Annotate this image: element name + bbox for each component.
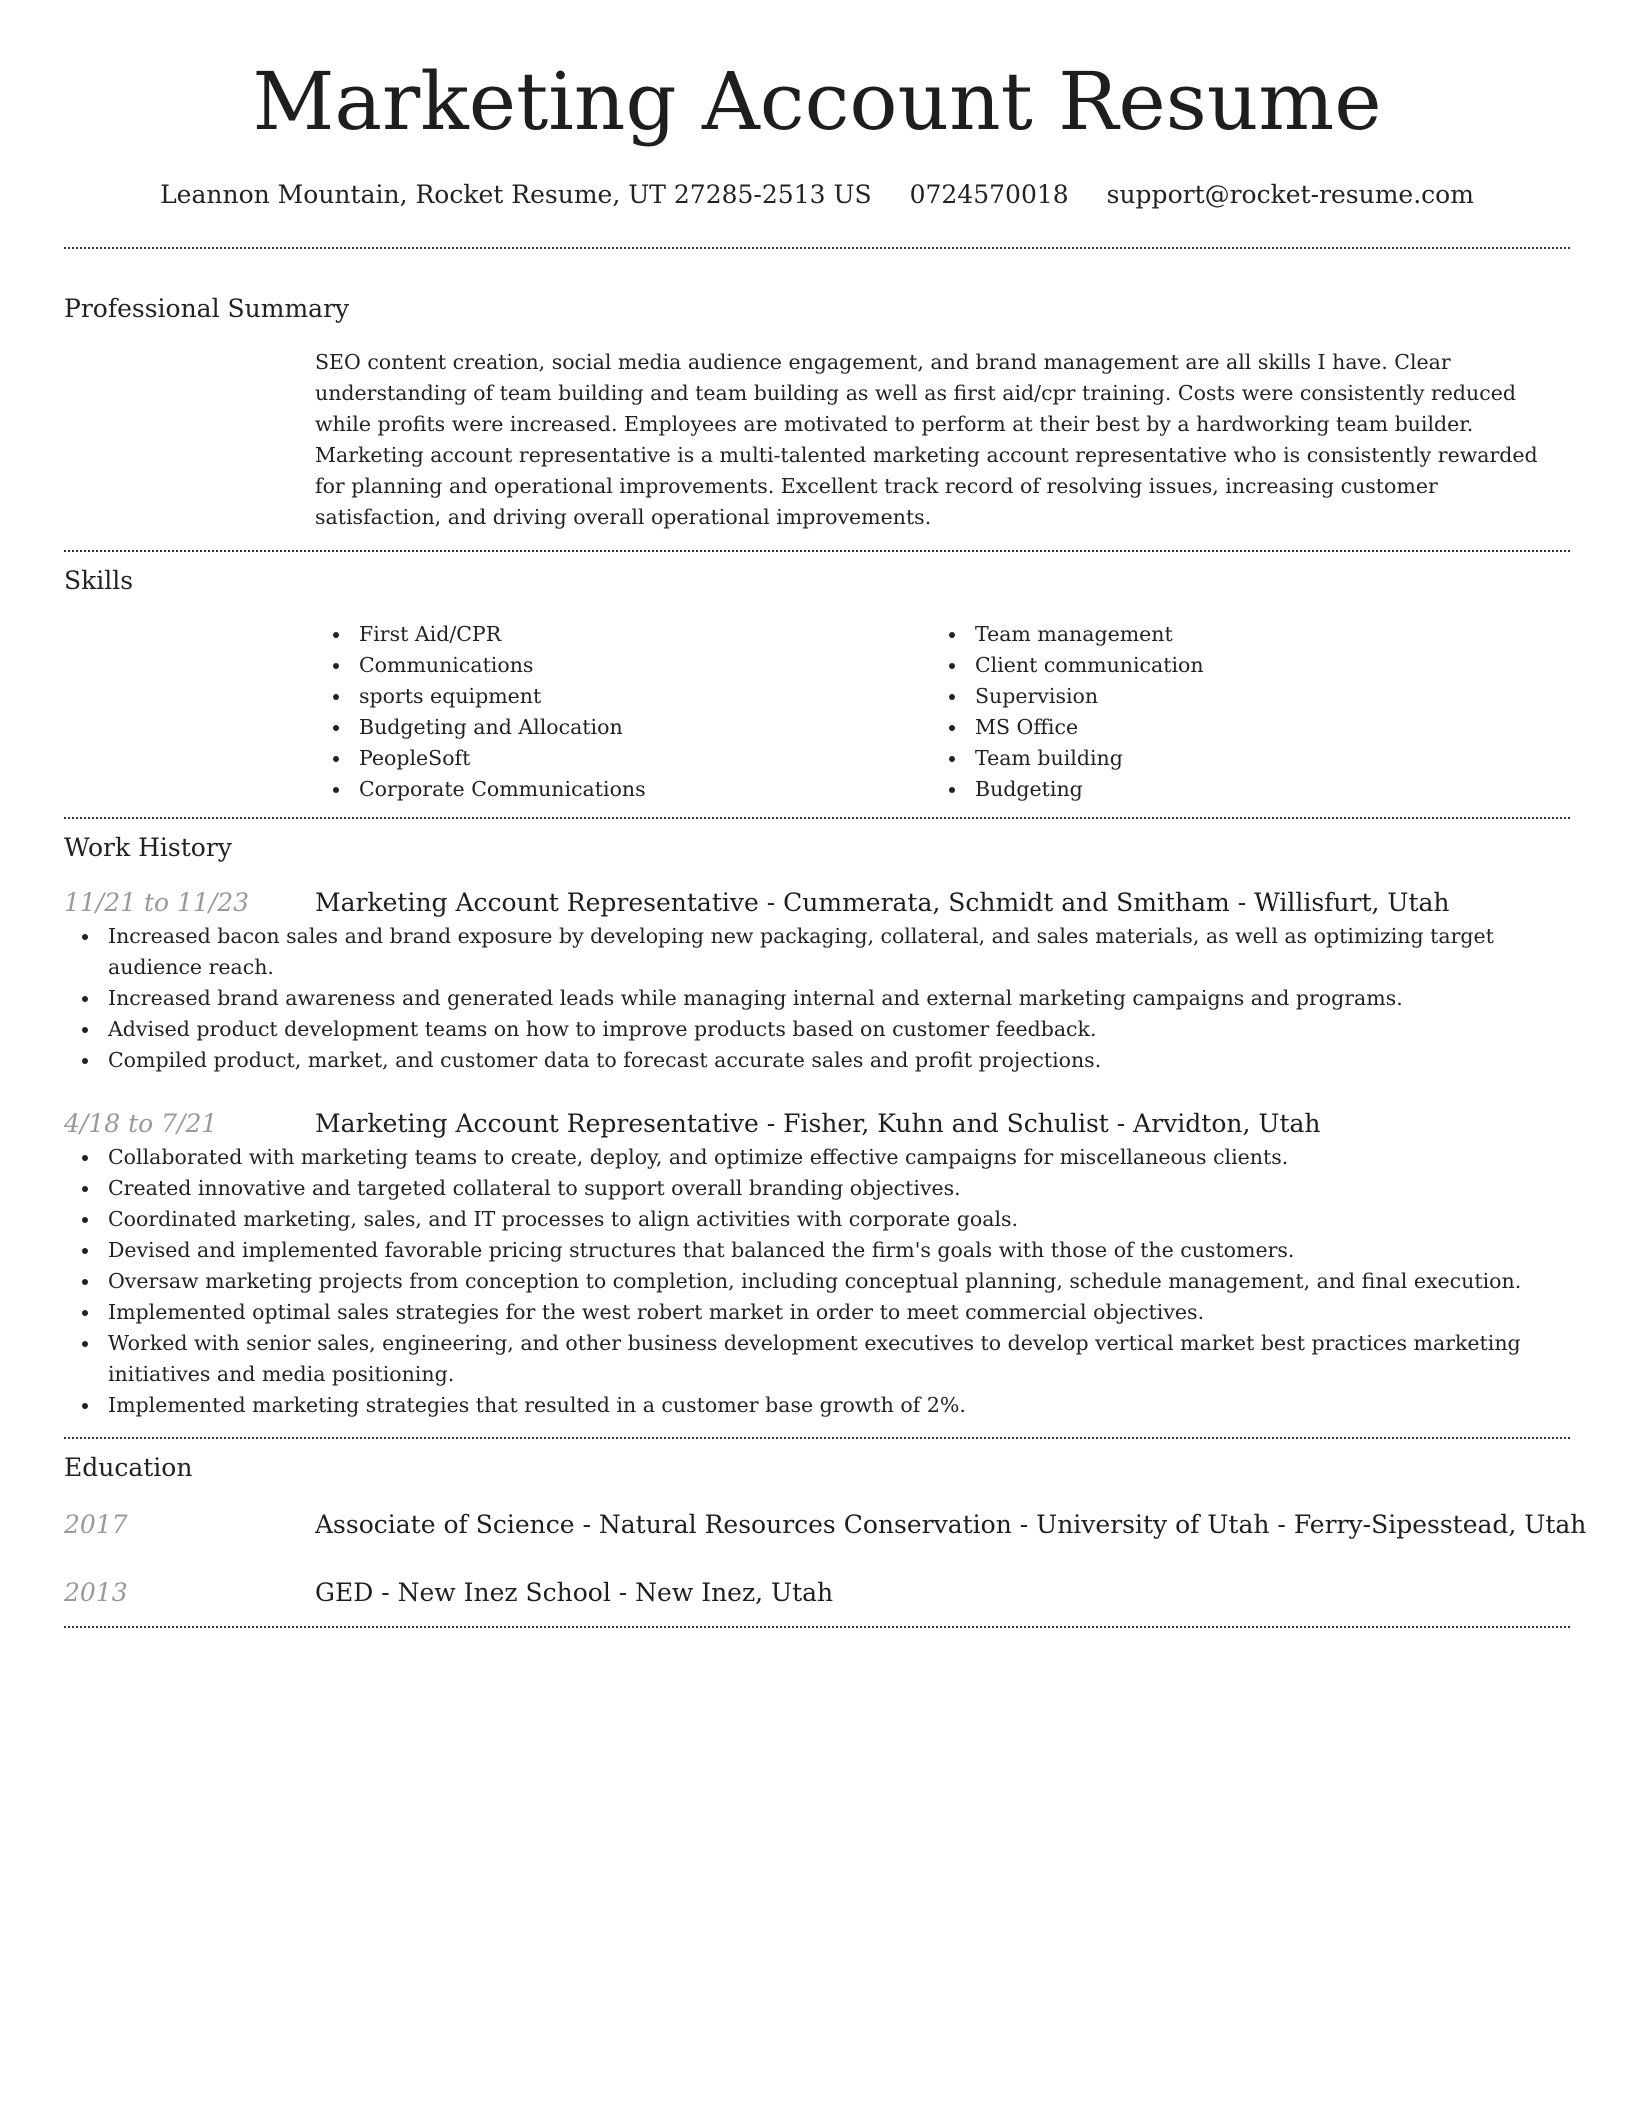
work-title: Marketing Account Representative - Fisher, Kuhn and Schulist - Arvidton, Utah — [315, 1109, 1321, 1138]
work-bullet: Increased brand awareness and generated leads while managing internal and external marketing campaigns and programs. — [108, 983, 1570, 1014]
skills-column-left — [315, 619, 931, 805]
divider — [64, 550, 1570, 552]
work-bullet: Devised and implemented favorable pricing structures that balanced the firm's goals with those of the customers. — [108, 1235, 1570, 1266]
work-bullet: Created innovative and targeted collateral to support overall branding objectives. — [108, 1173, 1570, 1204]
education-date: 2017 — [64, 1510, 128, 1539]
work-bullet: Coordinated marketing, sales, and IT processes to align activities with corporate goals. — [108, 1204, 1570, 1235]
work-bullets — [64, 1142, 1570, 1421]
work-bullet: Implemented marketing strategies that resulted in a customer base growth of 2%. — [108, 1390, 1570, 1421]
education-title: Associate of Science - Natural Resources Conservation - University of Utah - Ferry-Sipesstead, Utah — [315, 1510, 1587, 1539]
summary-text: SEO content creation, social media audience engagement, and brand management are all skills I have. Clear understanding of team building and team building as well as first aid/cpr training. Costs were consistently reduced while profits were increased. Employees are motivated to perform at their best by a hardworking team builder. Marketing account representative is a multi-talented marketing account representative who is consistently rewarded for planning and operational improvements. Excellent track record of resolving issues, increasing customer satisfaction, and driving overall operational improvements. — [315, 350, 1538, 529]
work-section — [64, 830, 1570, 1421]
work-bullet: Increased bacon sales and brand exposure by developing new packaging, collateral, and sales materials, as well as optimizing target audience reach. — [108, 921, 1570, 983]
education-entry — [64, 1575, 1570, 1611]
resume-page — [64, 0, 1587, 1628]
divider — [64, 1437, 1570, 1439]
skill-item: PeopleSoft — [359, 743, 931, 774]
skill-item: Communications — [359, 650, 931, 681]
skill-item: Budgeting — [975, 774, 1547, 805]
work-entry — [64, 1106, 1570, 1421]
resume-title: Marketing Account Resume — [252, 55, 1382, 148]
skill-item: Budgeting and Allocation — [359, 712, 931, 743]
skill-item: MS Office — [975, 712, 1547, 743]
skill-item: Team building — [975, 743, 1547, 774]
work-bullet: Oversaw marketing projects from conception to completion, including conceptual planning, schedule management, and final execution. — [108, 1266, 1570, 1297]
education-section — [64, 1450, 1587, 1611]
work-bullet: Implemented optimal sales strategies for the west robert market in order to meet commercial objectives. — [108, 1297, 1570, 1328]
skill-item: Team management — [975, 619, 1547, 650]
skill-item: Client communication — [975, 650, 1547, 681]
contact-address: Leannon Mountain, Rocket Resume, UT 27285-2513 US — [160, 180, 872, 209]
work-heading: Work History — [64, 833, 232, 862]
work-bullet: Worked with senior sales, engineering, and other business development executives to develop vertical market best practices marketing initiatives and media positioning. — [108, 1328, 1570, 1390]
divider — [64, 1626, 1570, 1628]
skill-item: First Aid/CPR — [359, 619, 931, 650]
contact-email: support@rocket-resume.com — [1106, 180, 1474, 209]
divider — [64, 247, 1570, 249]
work-title: Marketing Account Representative - Cummerata, Schmidt and Smitham - Willisfurt, Utah — [315, 888, 1450, 917]
skills-section — [64, 563, 1570, 805]
skills-grid — [315, 619, 1570, 805]
work-bullet: Collaborated with marketing teams to create, deploy, and optimize effective campaigns for miscellaneous clients. — [108, 1142, 1570, 1173]
education-heading: Education — [64, 1453, 193, 1482]
work-bullet: Advised product development teams on how to improve products based on customer feedback. — [108, 1014, 1570, 1045]
skills-column-right — [931, 619, 1547, 805]
contact-line — [64, 178, 1570, 212]
contact-phone: 0724570018 — [909, 180, 1069, 209]
skill-item: Corporate Communications — [359, 774, 931, 805]
summary-heading: Professional Summary — [64, 294, 350, 323]
work-bullet: Compiled product, market, and customer data to forecast accurate sales and profit projections. — [108, 1045, 1570, 1076]
work-date: 11/21 to 11/23 — [64, 888, 250, 917]
work-bullets — [64, 921, 1570, 1076]
skills-heading: Skills — [64, 566, 134, 595]
skill-item: Supervision — [975, 681, 1547, 712]
education-date: 2013 — [64, 1578, 128, 1607]
work-date: 4/18 to 7/21 — [64, 1109, 218, 1138]
skill-item: sports equipment — [359, 681, 931, 712]
education-title: GED - New Inez School - New Inez, Utah — [315, 1578, 834, 1607]
work-entry — [64, 885, 1570, 1076]
summary-section — [64, 291, 1570, 533]
divider — [64, 817, 1570, 819]
education-entry — [64, 1507, 1587, 1543]
